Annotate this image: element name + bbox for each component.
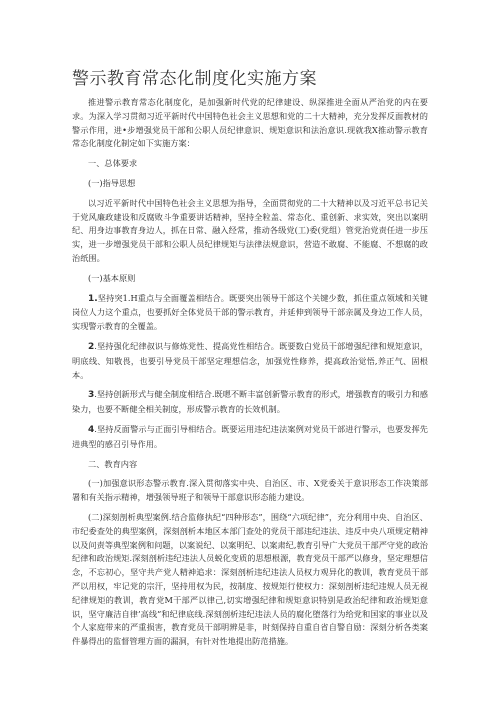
section-heading-general-requirements: 一、总体要求 xyxy=(88,158,138,169)
principle-4-paragraph xyxy=(72,423,428,452)
principle-2-number: 2 xyxy=(88,341,95,352)
principle-2-paragraph xyxy=(72,340,428,382)
page-title: 警示教育常态化制度化实施方案 xyxy=(72,69,317,89)
principle-3-paragraph xyxy=(72,388,428,417)
principle-1-text: 坚持突1.H重点与全面覆盖相结合。既要突出领导干部这个关键少数，抓住重点领域和关键岗位人力这个重点，也要抓好全体党员干部的警示教育，并延伸到领导干部亲属及身边工作人员，实现警示教育的全覆盖。 xyxy=(72,292,428,332)
principle-4-number: 4 xyxy=(88,424,95,435)
section-heading-education-content: 二、教育内容 xyxy=(88,458,138,469)
principle-1-number: 1. xyxy=(88,293,98,304)
content-2-paragraph: (二)深刻剖析典型案例.结合监修执纪“四种形态”，围绕“六项纪律”，充分利用中央、自治区、市纪委查处的典型案例，深刻剖析本地区本部门查处的党员干部违纪违法、违反中央八项规定精神以及问责等典型案例和问题，以案说纪、以案明纪、以案肃纪,教育引导广大党员干部严守党的政治纪律和政治规矩.深刻剖析违纪违法人员蜕化变质的思想根源，教育党员干部严以修身，坚定理想信念，不忘初心，坚守共产党人精神追求：深刻剖析违纪违法人员权力观异化的教训，教育党员干部严以用权，牢记党的宗汗，坚持用权为民，按制度、按规矩行使权力：深刻剖析违纪违规人员无视纪律规矩的教训，教育党M干部严以律己,切实增强纪律和规矩意识特别是政治纪律和政治规矩意识，坚守廉洁自律’高线”和纪律底线.深刻剖析违纪违法人员的腐化堕落行为给党和国家的事业以及个人家庭带来的严重损害，教育党员干部明辨是非，时刻保持自重自省自警自励：深刻分析各类案件暴得出的监督管理方面的漏洞，有针对性地提出防范措施。 xyxy=(72,511,428,647)
document-body xyxy=(72,96,428,649)
intro-paragraph: 推进警示教育常态化制度化，是加强新时代党的纪律建设、纵深推进全面从严治党的内在要求。为深入学习贯彻习近平新时代中国特色社会主义思想和党的二十大精神，充分发挥反面教材的警示作用，进•步增强党员干部和公职人员纪律意识、规矩意识和法治意识.现就我X推动警示教育常态化制度化制定如下实施方案： xyxy=(72,97,428,149)
subheading-basic-principles: (一)基本原则 xyxy=(88,272,136,283)
principle-1-paragraph xyxy=(72,292,428,334)
principle-3-number: 3 xyxy=(88,390,95,401)
principle-4-text: .坚持反面警示与正面引导相结合。既要运用违纪违法案例对党员干部进行警示，也要发挥先进典型的感召引导作用。 xyxy=(72,423,428,449)
guiding-ideology-paragraph: 以习近平新时代中国特色社会主义思想为指导，全面贯彻党的二十大精神以及习近平总书记关于党风廉政建设和反腐败斗争重要讲话精神，坚持全粒盖、常态化、重创新、求实效，突出以案明纪、用身边事教育身边人，抓在日常、融入经常，推动各级党(工)委(党组）管党治党责任进一步压实，进一步增强党员干部和公职人员纪律规矩与法律法规意识，营造不敢腐、不能腐、不想腐的政治纸围。 xyxy=(72,197,428,263)
subheading-guiding-ideology: (一)指导思想 xyxy=(88,177,136,188)
content-1-paragraph: (一)加强意识形态警示教育.深入贯彻落实中央、自治区、市、X党委关于意识形态工作决策部署和有关指示精神，增强领导班子和领导干部意识形态能力建设。 xyxy=(72,478,428,503)
principle-3-text: .坚持创新形式与健全制度相结合.既嗯不断丰富创新警示教育的形式，增强教育的吸引力和感染力，也要不断健全相关制度，形成警示教育的长效机制。 xyxy=(72,389,428,415)
principle-2-text: .坚持强化纪律叔识与修炼党性、提高党性相结合。既要数白党员干部增强纪律和规矩意识，明底线、知敬畏，也要引导党员干部坚定理想信念，加强党性修养，提高政治觉悟,养正气、固根本。 xyxy=(72,340,428,380)
